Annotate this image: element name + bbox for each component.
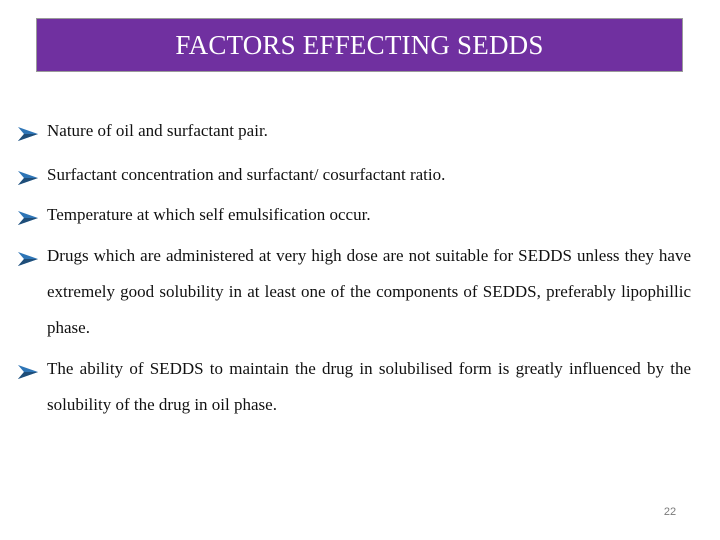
arrow-bullet-icon bbox=[18, 365, 38, 379]
bullet-text: Drugs which are administered at very high dose are not suitable for SEDDS unless they have extremely good solubility in at least one of the components of SEDDS, preferably lipophillic phase. bbox=[47, 246, 691, 337]
arrow-bullet-icon bbox=[18, 171, 38, 185]
page-number: 22 bbox=[663, 506, 677, 518]
slide-title: FACTORS EFFECTING SEDDS bbox=[175, 29, 544, 60]
bullet-text: Nature of oil and surfactant pair. bbox=[47, 121, 268, 140]
arrow-bullet-icon bbox=[18, 127, 38, 141]
bullet-text: Temperature at which self emulsification occur. bbox=[47, 205, 371, 224]
title-banner bbox=[36, 18, 683, 72]
arrow-bullet-icon bbox=[18, 211, 38, 225]
bullet-text: The ability of SEDDS to maintain the drug in solubilised form is greatly influenced by the solubility of the drug in oil phase. bbox=[47, 359, 691, 414]
arrow-bullet-icon bbox=[18, 252, 38, 266]
bullet-text: Surfactant concentration and surfactant/ cosurfactant ratio. bbox=[47, 165, 446, 184]
